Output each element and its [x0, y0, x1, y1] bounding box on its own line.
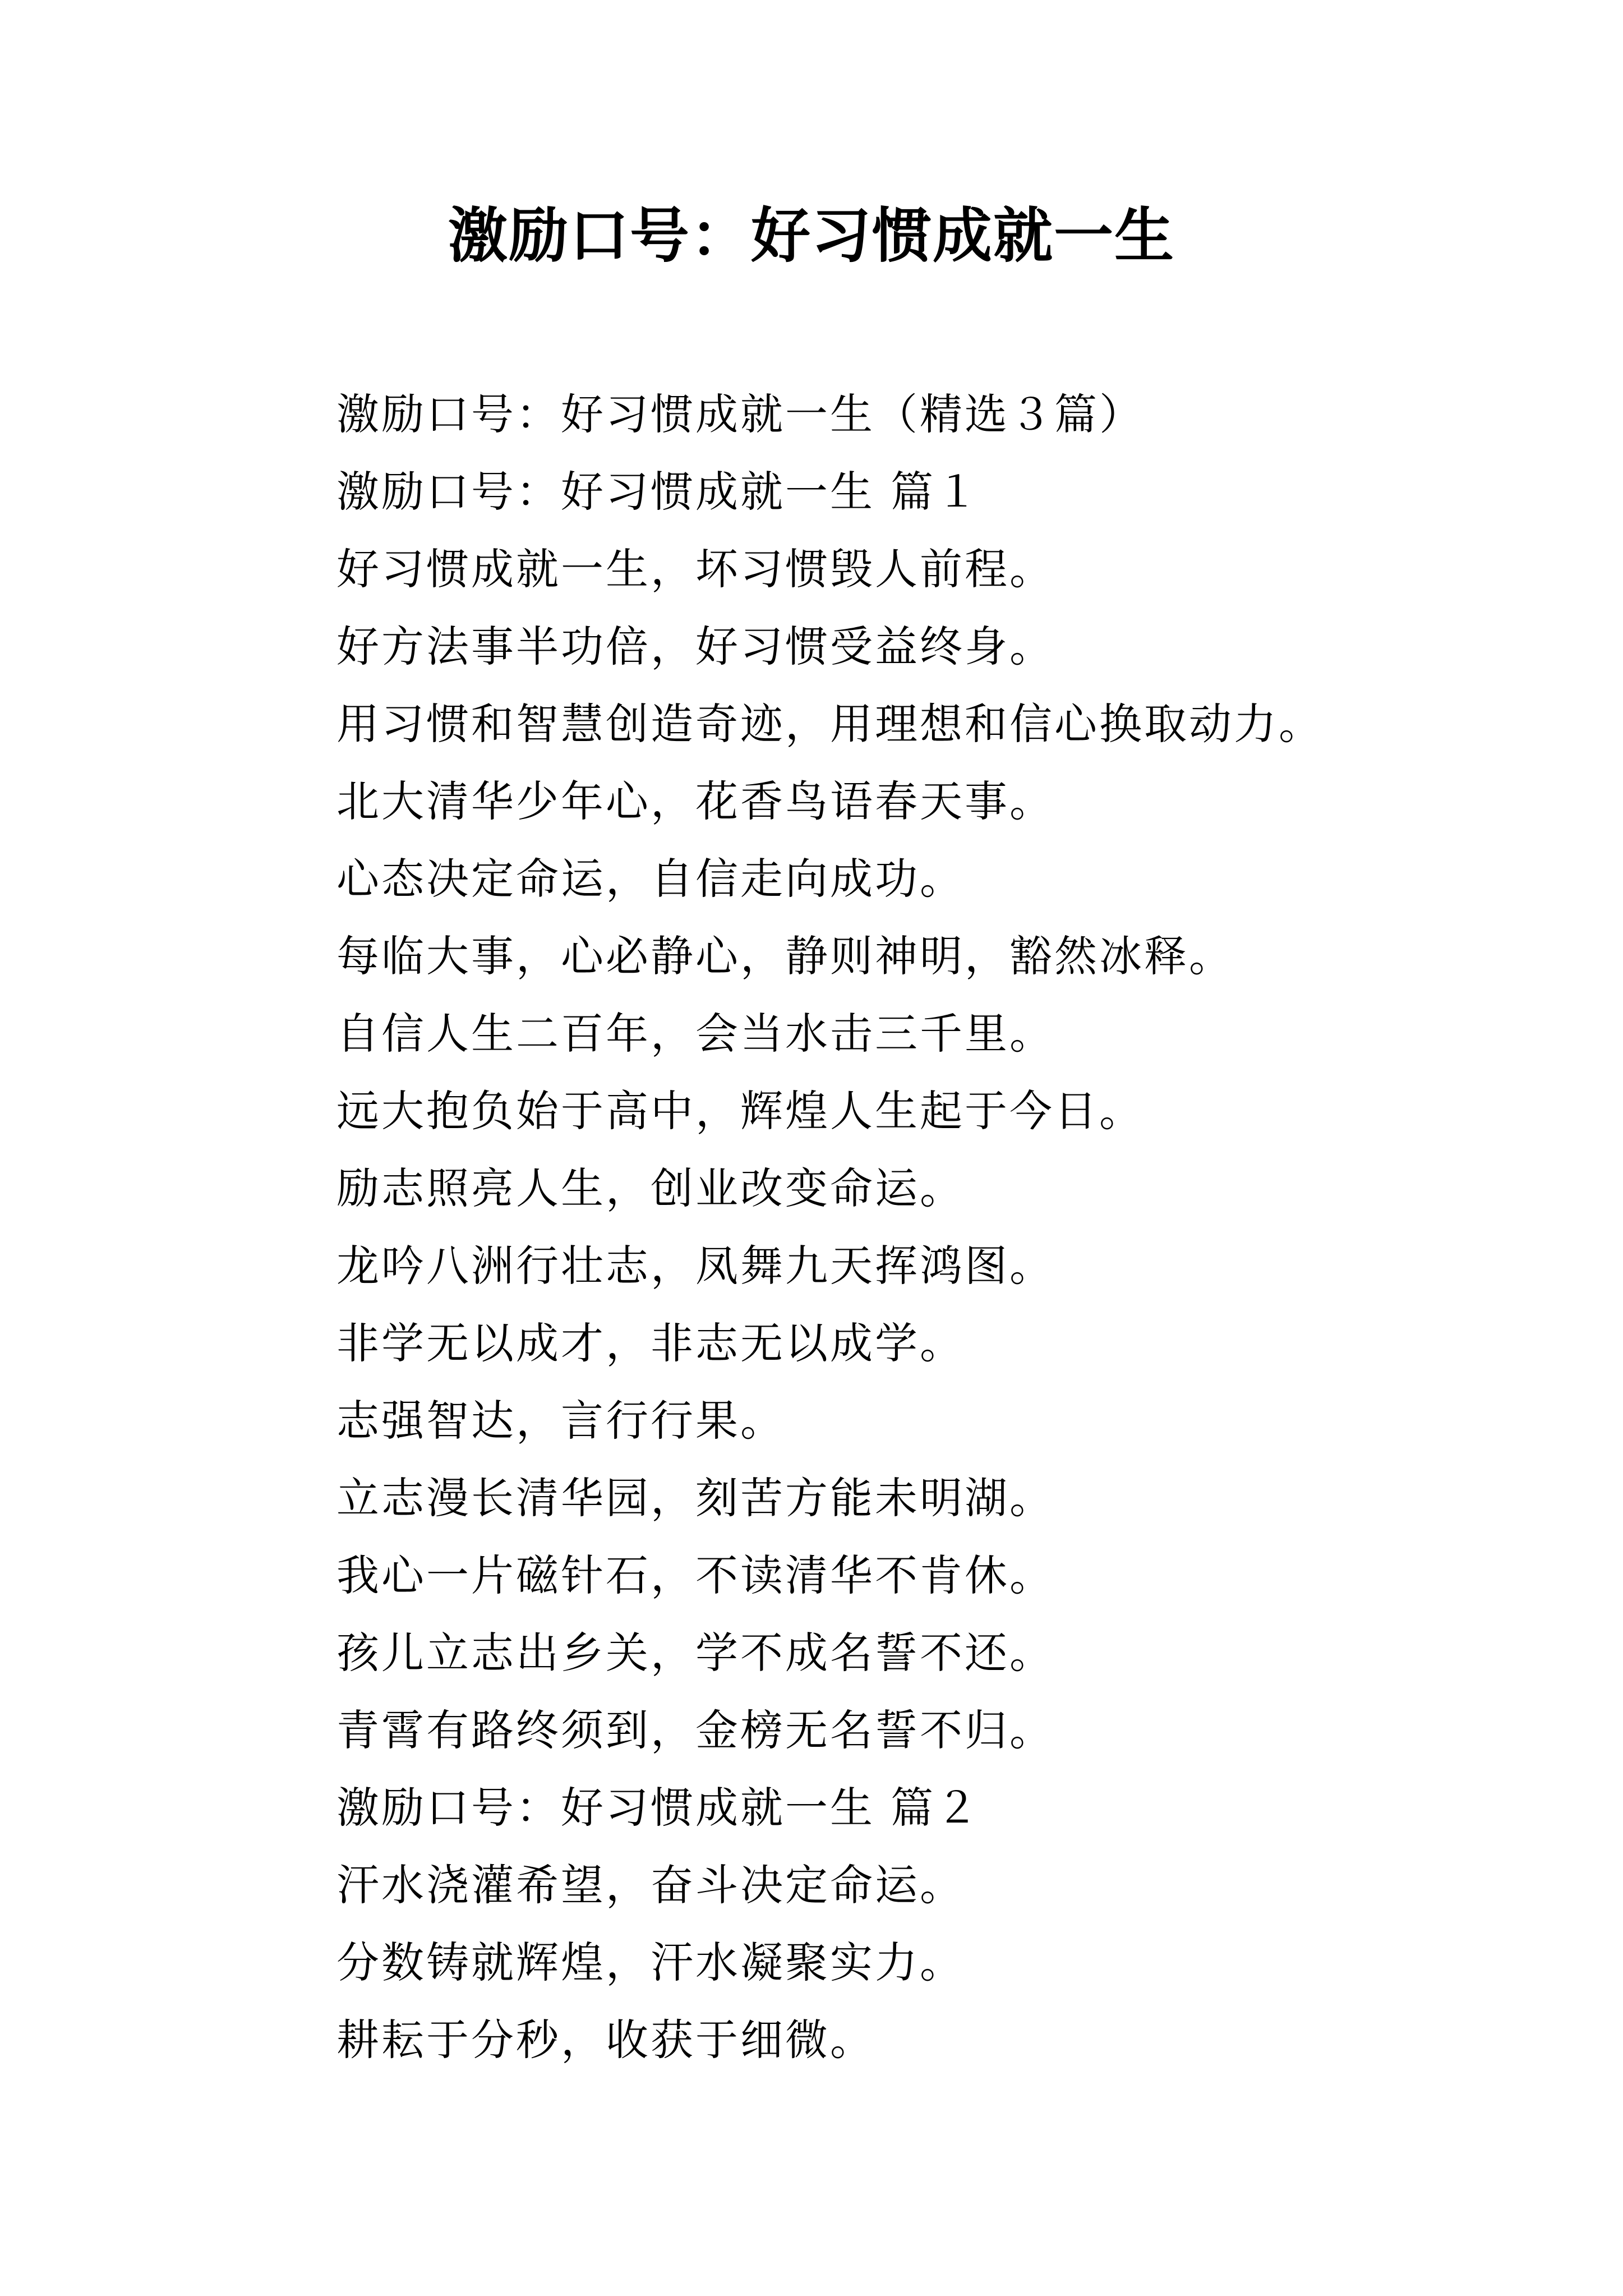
text-line: 孩儿立志出乡关，学不成名誓不还。: [336, 1628, 1054, 1678]
text-line: 激励口号：好习惯成就一生 篇２: [336, 1783, 981, 1833]
text-line: 每临大事，心必静心，静则神明，豁然冰释。: [336, 931, 1234, 981]
text-line: 激励口号：好习惯成就一生（精选３篇）: [336, 389, 1144, 439]
text-line: 志强智达，言行行果。: [336, 1396, 785, 1446]
text-line: 激励口号：好习惯成就一生 篇１: [336, 467, 981, 517]
text-line: 耕耘于分秒，收获于细微。: [336, 2015, 875, 2065]
text-line: 汗水浇灌希望，奋斗决定命运。: [336, 1860, 965, 1910]
text-line: 远大抱负始于高中，辉煌人生起于今日。: [336, 1086, 1144, 1136]
text-line: 龙吟八洲行壮志，凤舞九天挥鸿图。: [336, 1241, 1054, 1291]
text-line: 立志漫长清华园，刻苦方能未明湖。: [336, 1473, 1054, 1523]
text-line: 心态决定命运，自信走向成功。: [336, 854, 965, 904]
text-line: 好方法事半功倍，好习惯受益终身。: [336, 622, 1054, 671]
text-line: 自信人生二百年，会当水击三千里。: [336, 1009, 1054, 1059]
text-line: 非学无以成才，非志无以成学。: [336, 1318, 965, 1368]
text-line: 用习惯和智慧创造奇迹，用理想和信心换取动力。: [336, 699, 1324, 749]
text-line: 我心一片磁针石，不读清华不肯休。: [336, 1550, 1054, 1600]
body-text: [336, 376, 1458, 2079]
page-title: 激励口号：好习惯成就一生: [448, 200, 1175, 270]
text-line: 青霄有路终须到，金榜无名誓不归。: [336, 1705, 1054, 1755]
text-line: 分数铸就辉煌，汗水凝聚实力。: [336, 1938, 965, 1987]
text-line: 好习惯成就一生，坏习惯毁人前程。: [336, 544, 1054, 594]
text-line: 励志照亮人生，创业改变命运。: [336, 1163, 965, 1213]
text-line: 北大清华少年心，花香鸟语春天事。: [336, 776, 1054, 826]
